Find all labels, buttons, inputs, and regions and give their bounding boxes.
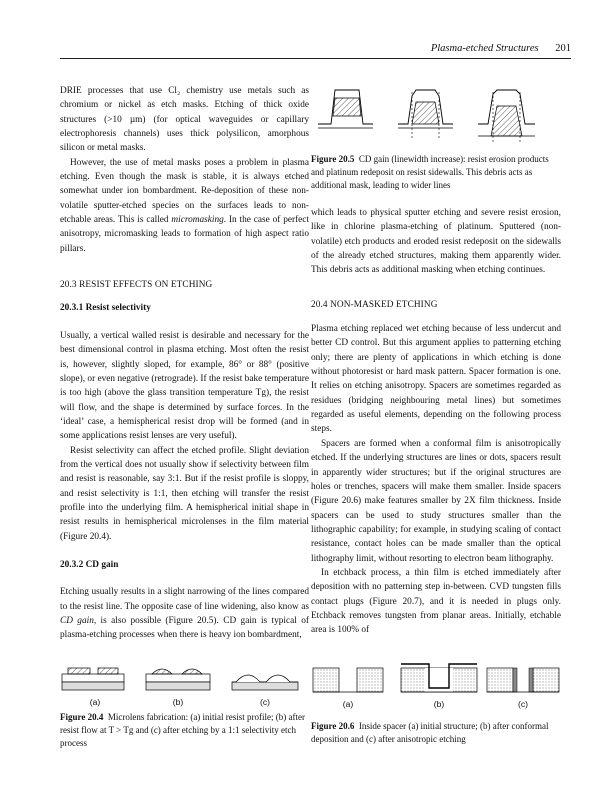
figure-20-5-diagram [313,88,563,146]
left-column [60,84,309,643]
paragraph: DRIE processes that use Cl₂ chemistry use metals such as chromium or nickel as etch masks. Etching of thick oxide structures (>10 µm) (for optical waveguides or capillary electrophoresis channels) uses thick polysilicon, amorphous silicon or metal masks. [60,86,309,154]
figure-label: Figure 20.5 [311,154,355,164]
figure-20-4-panel-labels [60,697,308,709]
figure-label: Figure 20.6 [311,721,355,731]
figure-label: Figure 20.4 [60,712,104,722]
figure-20-4-panel-b [146,669,210,690]
figure-20-4-panel-c [232,675,298,690]
subsection-heading: 20.3.2 CD gain [60,559,119,570]
figure-20-5-panel-3 [478,90,535,142]
paragraph: Etching usually results in a slight narrowing of the lines compared to the resist line. The opposite case of line widening, also know as CD gain, is also possible (Figure 20.5). CD gain is typical of plasma-etching processes when there is heavy ion bombardment, [60,587,309,641]
figure-20-6-diagram [311,660,561,696]
section-heading: 20.4 NON-MASKED ETCHING [311,299,438,310]
paragraph: Resist selectivity can affect the etched profile. Slight deviation from the vertical does not usually show if selectivity between film and resist is reasonable, say 3:1. But if the resist profile is sloppy, and resist selectivity is 1:1, then etching will transfer the resist profile into the underlying film. A hemispherical initial shape in resist results in hemispherical microlenses in the film material (Figure 20.4). [60,445,309,542]
paragraph: which leads to physical sputter etching and severe resist erosion, like in chlorine plasma-etching of platinum. Sputtered (non-volatile) etch products and eroded resist redeposit on the sidewalls of the already etched structures, making them apparently wider. This debris acts as additional masking when etching continues. [311,208,561,276]
panel-label: (b) [433,699,445,709]
figure-20-6-panel-labels [311,699,561,711]
paragraph: Usually, a vertical walled resist is desirable and necessary for the best dimensional control in plasma etching. Most often the resist is, however, slightly sloped, for example, 86° or 88° (positive slope), or even negative (retrograde). If the resist bake temperature is too high (above the glass transition temperature Tg), the resist will flow, and the shape is determined by surface forces. In the ‘ideal’ case, a hemispherical resist drop will be formed (and in some applications resist lenses are very useful). [60,330,309,442]
running-title: Plasma-etched Structures [430,43,539,54]
figure-20-4-diagram [60,662,308,694]
panel-label: (a) [342,699,354,709]
paragraph: Spacers are formed when a conformal film is anisotropically etched. If the underlying structures are lines or dots, spacers result in apparently wider structures; but if the original structures are holes or trenches, spacers will make them smaller. Inside spacers (Figure 20.6) make features smaller by 2X film thickness. Inside spacers can be used to study structures smaller than the lithographic capability; for example, in studying scaling of contact resistance, contact holes can be made smaller than the optical lithography limit, without resorting to electron beam lithography. [311,438,561,564]
figure-20-6-panel-a [313,668,383,692]
header-rule [60,58,571,59]
panel-label: (b) [172,697,184,707]
figure-20-5-panel-1 [318,90,373,128]
figure-20-6-panel-b [401,664,477,692]
figure-20-4-panel-a [62,668,124,690]
running-header [431,43,571,54]
panel-label: (c) [517,699,529,709]
subsection-heading: 20.3.1 Resist selectivity [60,303,151,314]
paragraph: In etchback process, a thin film is etched immediately after deposition with no patterning step in-between. CVD tungsten fills contact plugs (Figure 20.7), and it is needed in plugs only. Etchback removes tungsten from planar areas. Initially, etchable area is 100% of [311,567,561,636]
paragraph: Plasma etching replaced wet etching because of less undercut and better CD control. But this argument applies to patterning etching only; there are plenty of applications in which etching is done without photoresist or hard mask pattern. Spacer formation is one. It relies on etching anisotropy. Spacers are sometimes regarded as residues (bridging neighbouring metal lines) but sometimes regarded as useful elements, depending on the following process steps. [311,324,561,435]
right-column [311,206,561,638]
section-heading: 20.3 RESIST EFFECTS ON ETCHING [60,280,213,291]
paragraph: However, the use of metal masks poses a problem in plasma etching. Even though the mask is stable, it is always etched somewhat under ion bombardment. Re-deposition of these non-volatile sputter-etched species on the surfaces leads to non-etchable areas. This is called micromasking. In the case of perfect anisotropy, micromasking leads to formation of high aspect ratio pillars. [60,157,310,254]
page-number: 201 [555,43,571,54]
panel-label: (c) [259,697,271,707]
panel-label: (a) [89,697,101,707]
figure-20-6-panel-c [487,668,559,692]
figure-20-5-panel-2 [398,90,453,138]
figure-20-4-caption: Figure 20.4 Microlens fabrication: (a) initial resist profile; (b) after resist flow at T > Tg and (c) after etching by a 1:1 selectivity etch process [60,712,306,748]
figure-20-5-caption: Figure 20.5 CD gain (linewidth increase): resist erosion products and platinum redeposit on resist sidewalls. This debris acts as additional mask, leading to wider lines [311,154,549,190]
figure-20-6-caption: Figure 20.6 Inside spacer (a) initial structure; (b) after conformal deposition and (c) after anisotropic etching [311,721,549,744]
